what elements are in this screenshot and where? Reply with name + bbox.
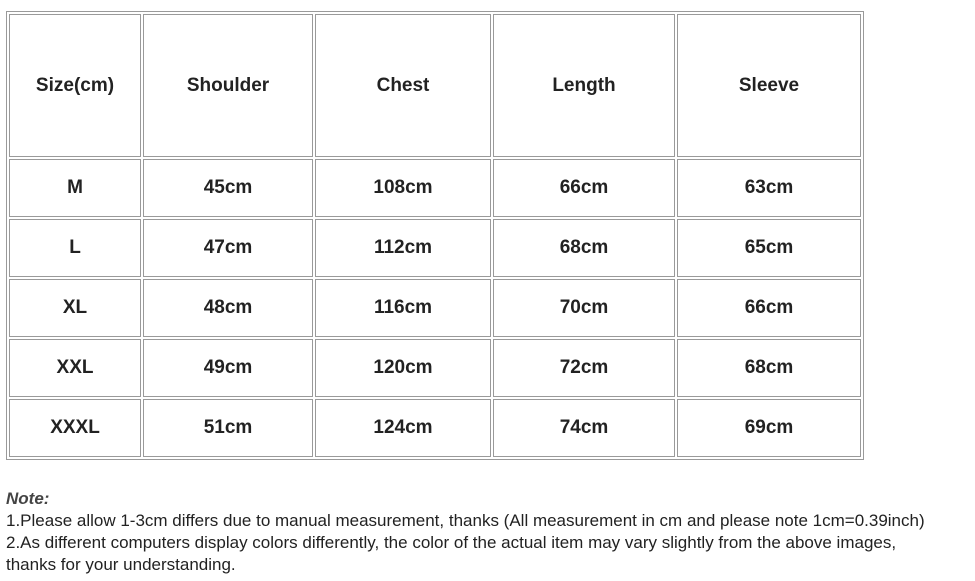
note-line-3: thanks for your understanding. xyxy=(6,555,236,574)
table-header-row xyxy=(9,14,861,157)
header-chest: Chest xyxy=(315,14,491,157)
note-title: Note: xyxy=(6,489,50,508)
cell-chest: 124cm xyxy=(315,399,491,457)
cell-shoulder: 49cm xyxy=(143,339,313,397)
cell-length: 70cm xyxy=(493,279,675,337)
cell-sleeve: 69cm xyxy=(677,399,861,457)
header-sleeve: Sleeve xyxy=(677,14,861,157)
cell-shoulder: 48cm xyxy=(143,279,313,337)
size-chart-table xyxy=(6,11,864,460)
cell-length: 66cm xyxy=(493,159,675,217)
cell-sleeve: 66cm xyxy=(677,279,861,337)
note-block xyxy=(6,488,974,576)
cell-chest: 108cm xyxy=(315,159,491,217)
cell-length: 74cm xyxy=(493,399,675,457)
cell-chest: 112cm xyxy=(315,219,491,277)
cell-length: 68cm xyxy=(493,219,675,277)
cell-shoulder: 47cm xyxy=(143,219,313,277)
cell-length: 72cm xyxy=(493,339,675,397)
cell-size: M xyxy=(9,159,141,217)
header-shoulder: Shoulder xyxy=(143,14,313,157)
table-row xyxy=(9,399,861,457)
cell-size: XXL xyxy=(9,339,141,397)
table-row xyxy=(9,219,861,277)
table-row xyxy=(9,339,861,397)
table-row xyxy=(9,159,861,217)
cell-shoulder: 45cm xyxy=(143,159,313,217)
cell-sleeve: 65cm xyxy=(677,219,861,277)
note-line-2: 2.As different computers display colors differently, the color of the actual item may vary slightly from the above images, xyxy=(6,533,897,552)
cell-size: XXXL xyxy=(9,399,141,457)
cell-shoulder: 51cm xyxy=(143,399,313,457)
header-length: Length xyxy=(493,14,675,157)
table-row xyxy=(9,279,861,337)
cell-chest: 116cm xyxy=(315,279,491,337)
cell-size: L xyxy=(9,219,141,277)
cell-size: XL xyxy=(9,279,141,337)
cell-chest: 120cm xyxy=(315,339,491,397)
cell-sleeve: 63cm xyxy=(677,159,861,217)
cell-sleeve: 68cm xyxy=(677,339,861,397)
note-line-1: 1.Please allow 1-3cm differs due to manual measurement, thanks (All measurement in cm and please note 1cm=0.39inch) xyxy=(6,511,925,530)
header-size: Size(cm) xyxy=(9,14,141,157)
